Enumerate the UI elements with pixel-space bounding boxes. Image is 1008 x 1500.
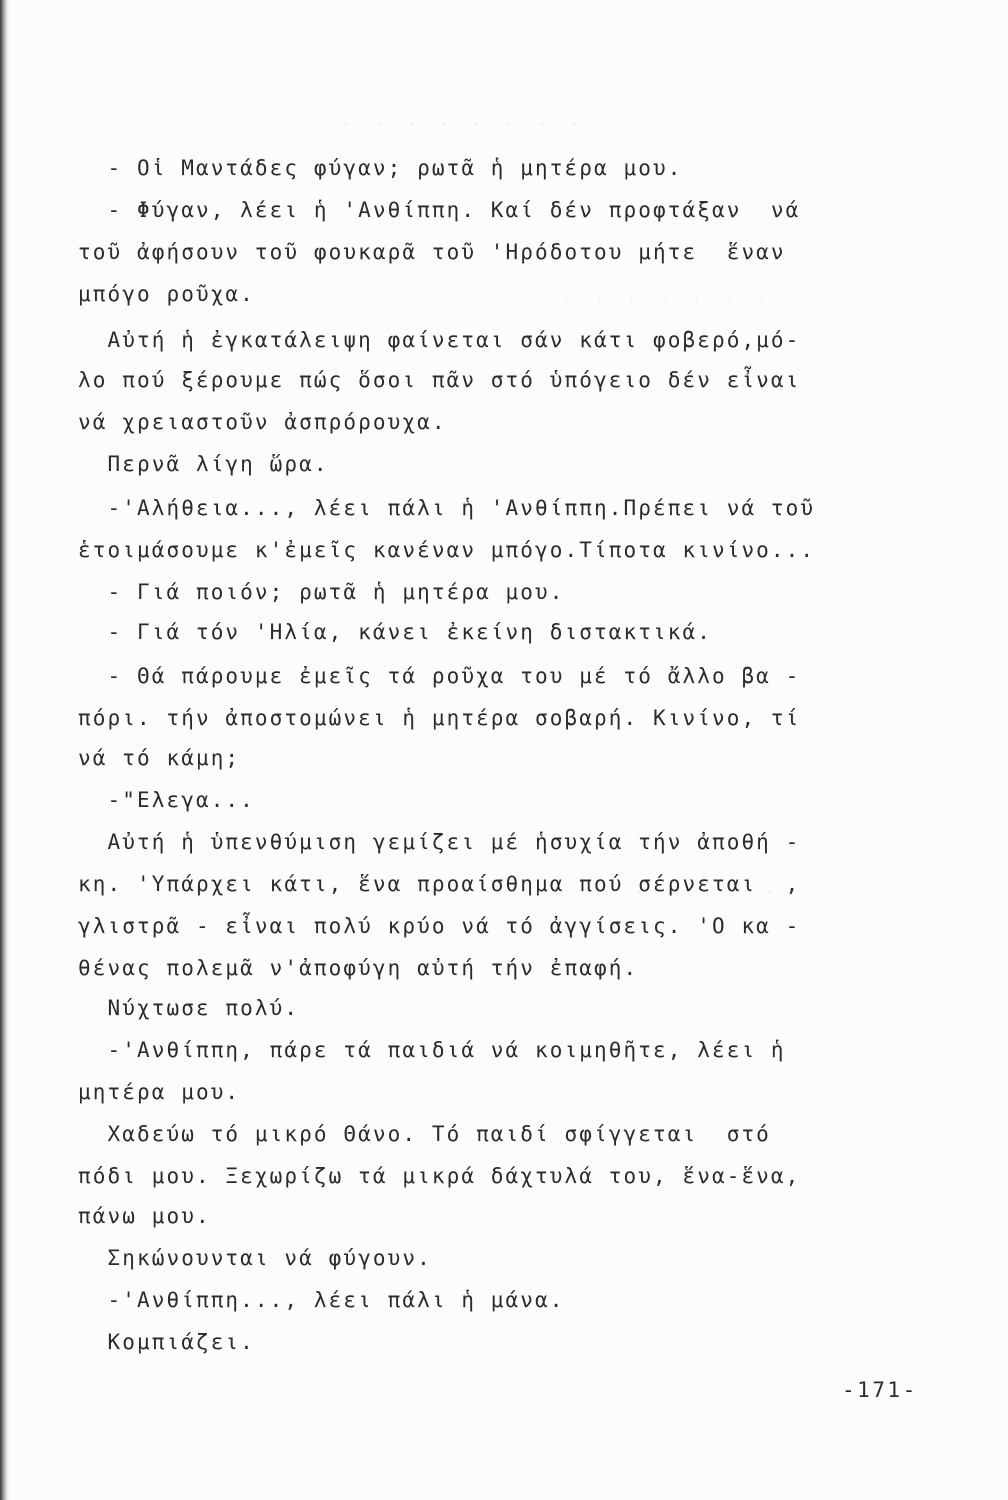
text-line: Αὐτή ἡ ἐγκατάλειψη φαίνεται σάν κάτι φοβερό,μό-: [78, 328, 801, 352]
text-line: πάνω μου.: [78, 1204, 211, 1228]
text-line: πόδι μου. Ξεχωρίζω τά μικρά δάχτυλά του, ἕνα-ἕνα,: [78, 1164, 801, 1188]
text-line: νά χρειαστοῦν ἀσπρόρουχα.: [78, 410, 447, 434]
page-number: -171-: [842, 1378, 918, 1402]
text-line: -'Ανθίππη, πάρε τά παιδιά νά κοιμηθῆτε, λέει ἡ: [78, 1038, 786, 1062]
text-line: πόρι. τήν ἀποστομώνει ἡ μητέρα σοβαρή. Κινίνο, τί: [78, 706, 801, 730]
text-line: μητέρα μου.: [78, 1080, 241, 1104]
text-line: μπόγο ροῦχα.: [78, 282, 255, 306]
text-line: Αὐτή ἡ ὑπενθύμιση γεμίζει μέ ἡσυχία τήν ἀποθή -: [78, 830, 801, 854]
text-line: - Οἱ Μαντάδες φύγαν; ρωτᾶ ἡ μητέρα μου.: [78, 156, 683, 180]
text-line: γλιστρᾶ - εἶναι πολύ κρύο νά τό ἀγγίσεις. 'Ο κα -: [78, 914, 801, 938]
text-line: - Φύγαν, λέει ἡ 'Ανθίππη. Καί δέν προφτάξαν νά: [78, 198, 801, 222]
text-line: νά τό κάμη;: [78, 746, 241, 770]
text-line: κη. 'Υπάρχει κάτι, ἕνα προαίσθημα πού σέρνεται ,: [78, 872, 801, 896]
text-line: -'Ανθίππη..., λέει πάλι ἡ μάνα.: [78, 1288, 565, 1312]
text-line: λο πού ξέρουμε πώς ὅσοι πᾶν στό ὑπόγειο δέν εἶναι: [78, 368, 801, 392]
text-line: Σηκώνουνται νά φύγουν.: [78, 1246, 432, 1270]
text-line: τοῦ ἀφήσουν τοῦ φουκαρᾶ τοῦ 'Ηρόδοτου μήτε ἕναν: [78, 240, 786, 264]
text-line: -"Ελεγα...: [78, 788, 255, 812]
text-line: -'Αλήθεια..., λέει πάλι ἡ 'Ανθίππη.Πρέπει νά τοῦ: [78, 496, 816, 520]
text-line: Χαδεύω τό μικρό Θάνο. Τό παιδί σφίγγεται στό: [78, 1122, 771, 1146]
text-line: - Γιά ποιόν; ρωτᾶ ἡ μητέρα μου.: [78, 580, 565, 604]
text-line: Νύχτωσε πολύ.: [78, 996, 300, 1020]
text-line: Περνᾶ λίγη ὥρα.: [78, 452, 329, 476]
text-line: - Θά πάρουμε ἐμεῖς τά ροῦχα του μέ τό ἄλλο βα -: [78, 664, 801, 688]
text-line: - Γιά τόν 'Ηλία, κάνει ἐκείνη διστακτικά.: [78, 620, 712, 644]
text-line: Κομπιάζει.: [78, 1330, 255, 1354]
text-line: ἑτοιμάσουμε κ'ἐμεῖς κανέναν μπόγο.Τίποτα κινίνο...: [78, 538, 816, 562]
text-line: θένας πολεμᾶ ν'ἀποφύγη αὐτή τήν ἐπαφή.: [78, 956, 639, 980]
